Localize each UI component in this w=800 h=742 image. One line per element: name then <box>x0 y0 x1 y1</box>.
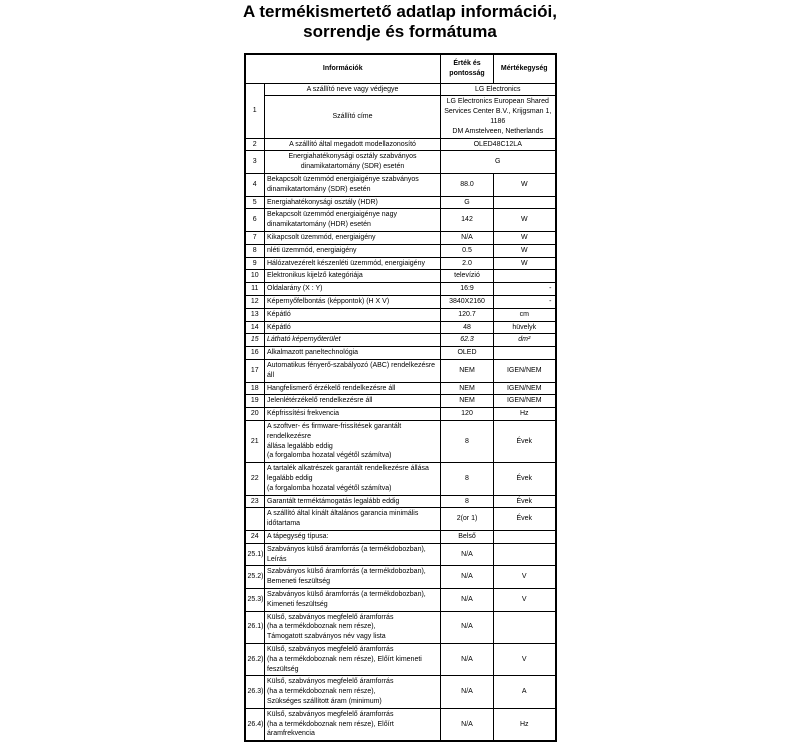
info-cell: Alkalmazott paneltechnológia <box>265 347 441 360</box>
table-row <box>245 321 556 334</box>
table-row <box>245 530 556 543</box>
info-cell: Szállító címe <box>265 96 441 138</box>
row-number-cell: 25.3) <box>245 588 265 611</box>
info-cell: Bekapcsolt üzemmód energiaigénye nagy dinamikatartomány (HDR) esetén <box>265 209 441 232</box>
table-row <box>245 83 556 96</box>
info-cell: Kikapcsolt üzemmód, energiaigény <box>265 232 441 245</box>
table-row <box>245 508 556 531</box>
row-number-cell: 10 <box>245 270 265 283</box>
info-cell: A tápegység típusa: <box>265 530 441 543</box>
row-number-cell: 7 <box>245 232 265 245</box>
datasheet-body <box>245 83 556 741</box>
info-cell: Hangfelismerő érzékelő rendelkezésre áll <box>265 382 441 395</box>
table-row <box>245 676 556 708</box>
unit-cell: V <box>494 566 556 589</box>
info-cell: Szabványos külső áramforrás (a termékdobozban), Leírás <box>265 543 441 566</box>
info-cell: Képernyőfelbontás (képpontok) (H X V) <box>265 296 441 309</box>
value-cell: N/A <box>441 543 494 566</box>
info-cell: A szállító neve vagy védjegye <box>265 83 441 96</box>
info-cell: Bekapcsolt üzemmód energiaigénye szabványos dinamikatartomány (SDR) esetén <box>265 174 441 197</box>
unit-cell: Hz <box>494 708 556 741</box>
info-cell: A szállító által megadott modellazonosító <box>265 138 441 151</box>
info-cell: Automatikus fényerő-szabályozó (ABC) rendelkezésre áll <box>265 360 441 383</box>
table-row <box>245 151 556 174</box>
row-number-cell: 21 <box>245 421 265 463</box>
unit-cell: - <box>494 283 556 296</box>
row-number-cell: 3 <box>245 151 265 174</box>
value-cell: televízió <box>441 270 494 283</box>
value-cell: 16:9 <box>441 283 494 296</box>
value-cell: Belső <box>441 530 494 543</box>
value-cell: N/A <box>441 566 494 589</box>
row-number-cell: 18 <box>245 382 265 395</box>
info-cell: Jelenlétérzékelő rendelkezésre áll <box>265 395 441 408</box>
value-cell: 0.5 <box>441 244 494 257</box>
value-cell: 88.0 <box>441 174 494 197</box>
row-number-cell: 26.3) <box>245 676 265 708</box>
unit-cell: W <box>494 232 556 245</box>
value-cell: 142 <box>441 209 494 232</box>
table-row <box>245 588 556 611</box>
row-number-cell: 2 <box>245 138 265 151</box>
value-cell: 120.7 <box>441 308 494 321</box>
value-cell: N/A <box>441 643 494 675</box>
table-row <box>245 96 556 138</box>
table-row <box>245 334 556 347</box>
unit-cell: Évek <box>494 508 556 531</box>
value-cell: G <box>441 196 494 209</box>
table-row <box>245 308 556 321</box>
table-row <box>245 543 556 566</box>
unit-cell: A <box>494 676 556 708</box>
row-number-cell: 16 <box>245 347 265 360</box>
unit-cell <box>494 543 556 566</box>
row-number-cell: 4 <box>245 174 265 197</box>
row-number-cell <box>245 508 265 531</box>
row-number-cell: 23 <box>245 495 265 508</box>
unit-cell: Évek <box>494 421 556 463</box>
value-cell: N/A <box>441 676 494 708</box>
unit-cell <box>494 530 556 543</box>
table-row <box>245 270 556 283</box>
info-cell: Képátló <box>265 321 441 334</box>
column-header-unit: Mértékegység <box>494 54 556 83</box>
info-cell: Képátló <box>265 308 441 321</box>
info-cell: Külső, szabványos megfelelő áramforrás (ha a termékdoboznak nem része), Előírt áramfrekvencia <box>265 708 441 741</box>
row-number-cell: 26.2) <box>245 643 265 675</box>
info-cell: Képfrissítési frekvencia <box>265 408 441 421</box>
value-cell: 8 <box>441 495 494 508</box>
unit-cell <box>494 270 556 283</box>
table-row <box>245 347 556 360</box>
unit-cell: Évek <box>494 495 556 508</box>
value-cell: 8 <box>441 421 494 463</box>
row-number-cell: 5 <box>245 196 265 209</box>
unit-cell: V <box>494 643 556 675</box>
value-cell: NEM <box>441 360 494 383</box>
value-cell: 62.3 <box>441 334 494 347</box>
row-number-cell: 14 <box>245 321 265 334</box>
info-cell: Szabványos külső áramforrás (a termékdobozban), Bemeneti feszültség <box>265 566 441 589</box>
unit-cell <box>494 611 556 643</box>
info-cell: Szabványos külső áramforrás (a termékdobozban), Kimeneti feszültség <box>265 588 441 611</box>
unit-cell: cm <box>494 308 556 321</box>
value-cell: 2(or 1) <box>441 508 494 531</box>
column-header-value: Érték és pontosság <box>441 54 494 83</box>
row-number-cell: 11 <box>245 283 265 296</box>
value-cell: 120 <box>441 408 494 421</box>
table-row <box>245 421 556 463</box>
table-row <box>245 643 556 675</box>
unit-cell: - <box>494 296 556 309</box>
value-cell: NEM <box>441 395 494 408</box>
row-number-cell: 22 <box>245 463 265 495</box>
row-number-cell: 25.2) <box>245 566 265 589</box>
table-row <box>245 244 556 257</box>
row-number-cell: 1 <box>245 83 265 138</box>
unit-cell: W <box>494 257 556 270</box>
row-number-cell: 26.1) <box>245 611 265 643</box>
row-number-cell: 15 <box>245 334 265 347</box>
unit-cell: Hz <box>494 408 556 421</box>
row-number-cell: 6 <box>245 209 265 232</box>
value-cell: 2.0 <box>441 257 494 270</box>
table-header-row <box>245 54 556 83</box>
table-row <box>245 566 556 589</box>
table-row <box>245 611 556 643</box>
info-cell: nléti üzemmód, energiaigény <box>265 244 441 257</box>
table-row <box>245 296 556 309</box>
value-cell: OLED <box>441 347 494 360</box>
table-row <box>245 408 556 421</box>
info-cell: Energiahatékonysági osztály (HDR) <box>265 196 441 209</box>
unit-cell: V <box>494 588 556 611</box>
info-cell: Elektronikus kijelző kategóriája <box>265 270 441 283</box>
unit-cell: W <box>494 244 556 257</box>
value-cell: NEM <box>441 382 494 395</box>
info-cell: Látható képernyőterület <box>265 334 441 347</box>
table-row <box>245 283 556 296</box>
table-row <box>245 257 556 270</box>
info-cell: Hálózatvezérelt készenléti üzemmód, energiaigény <box>265 257 441 270</box>
table-row <box>245 174 556 197</box>
value-cell: LG Electronics European Shared Services Center B.V., Krijgsman 1, 1186 DM Amstelveen, Netherlands <box>441 96 556 138</box>
info-cell: Energiahatékonysági osztály szabványos dinamikatartomány (SDR) esetén <box>265 151 441 174</box>
unit-cell: IGEN/NEM <box>494 382 556 395</box>
table-row <box>245 708 556 741</box>
row-number-cell: 8 <box>245 244 265 257</box>
unit-cell: Évek <box>494 463 556 495</box>
info-cell: Külső, szabványos megfelelő áramforrás (ha a termékdoboznak nem része), Támogatott szabványos név vagy lista <box>265 611 441 643</box>
info-cell: Külső, szabványos megfelelő áramforrás (ha a termékdoboznak nem része), Előírt kimeneti feszültség <box>265 643 441 675</box>
unit-cell: hüvelyk <box>494 321 556 334</box>
table-row <box>245 138 556 151</box>
value-cell: N/A <box>441 588 494 611</box>
unit-cell: IGEN/NEM <box>494 395 556 408</box>
row-number-cell: 13 <box>245 308 265 321</box>
table-row <box>245 360 556 383</box>
page-title <box>0 0 800 42</box>
value-cell: N/A <box>441 611 494 643</box>
page-title-line-1: A termékismertető adatlap információi, <box>243 2 557 21</box>
table-row <box>245 382 556 395</box>
info-cell: Oldalarány (X : Y) <box>265 283 441 296</box>
value-cell: 48 <box>441 321 494 334</box>
value-cell: N/A <box>441 232 494 245</box>
table-row <box>245 495 556 508</box>
unit-cell: W <box>494 209 556 232</box>
row-number-cell: 12 <box>245 296 265 309</box>
info-cell: A szoftver- és firmware-frissítések garantált rendelkezésre állása legalább eddig (a forgalomba hozatal végétől számítva) <box>265 421 441 463</box>
row-number-cell: 20 <box>245 408 265 421</box>
value-cell: N/A <box>441 708 494 741</box>
product-datasheet-table <box>244 53 557 742</box>
info-cell: A szállító által kínált általános garancia minimális időtartama <box>265 508 441 531</box>
unit-cell: W <box>494 174 556 197</box>
column-header-info: Információk <box>245 54 441 83</box>
value-cell: 3840X2160 <box>441 296 494 309</box>
table-row <box>245 209 556 232</box>
page-title-line-2: sorrendje és formátuma <box>303 22 497 42</box>
table-row <box>245 196 556 209</box>
table-row <box>245 395 556 408</box>
unit-cell <box>494 347 556 360</box>
info-cell: A tartalék alkatrészek garantált rendelkezésre állása legalább eddig (a forgalomba hozatal végétől számítva) <box>265 463 441 495</box>
unit-cell: dm² <box>494 334 556 347</box>
info-cell: Garantált terméktámogatás legalább eddig <box>265 495 441 508</box>
value-cell: LG Electronics <box>441 83 556 96</box>
value-cell: OLED48C12LA <box>441 138 556 151</box>
row-number-cell: 26.4) <box>245 708 265 741</box>
row-number-cell: 19 <box>245 395 265 408</box>
row-number-cell: 24 <box>245 530 265 543</box>
info-cell: Külső, szabványos megfelelő áramforrás (ha a termékdoboznak nem része), Szükséges szállított áram (minimum) <box>265 676 441 708</box>
table-row <box>245 232 556 245</box>
unit-cell: IGEN/NEM <box>494 360 556 383</box>
row-number-cell: 25.1) <box>245 543 265 566</box>
unit-cell <box>494 196 556 209</box>
row-number-cell: 17 <box>245 360 265 383</box>
value-cell: G <box>441 151 556 174</box>
table-row <box>245 463 556 495</box>
row-number-cell: 9 <box>245 257 265 270</box>
value-cell: 8 <box>441 463 494 495</box>
